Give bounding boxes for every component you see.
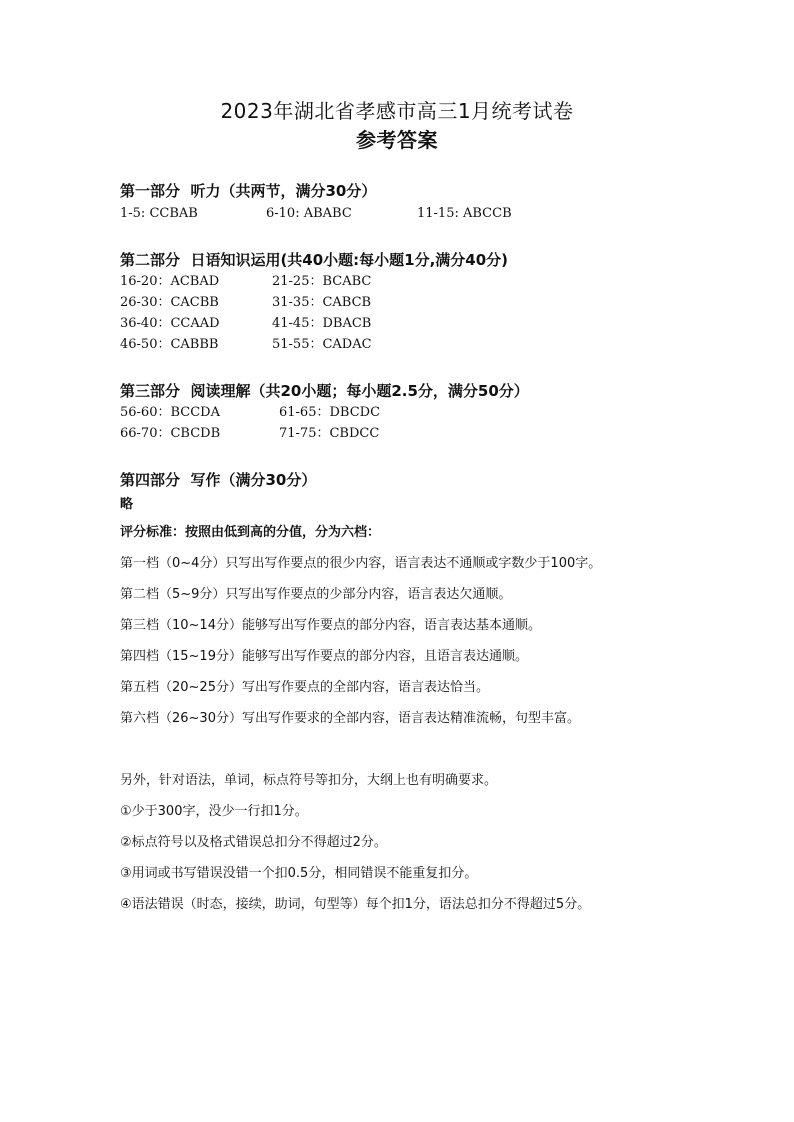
- document-title: 2023年湖北省孝感市高三1月统考试卷: [220, 99, 574, 123]
- part2-answer: 31-35：CABCB: [272, 295, 372, 310]
- criteria-level: 第二档（5~9分）只写出写作要点的少部分内容，语言表达欠通顺。: [120, 587, 512, 602]
- part2-answer: 21-25：BCABC: [272, 274, 372, 289]
- part1-answer: 1-5: CCBAB: [120, 206, 198, 221]
- part2-answer: 46-50：CABBB: [120, 337, 219, 352]
- part2-answer: 26-30：CACBB: [120, 295, 219, 310]
- part3-answer: 61-65：DBCDC: [279, 405, 381, 420]
- extra-rule: ①少于300字，没少一行扣1分。: [120, 804, 308, 819]
- part2-answer: 36-40：CCAAD: [120, 316, 220, 331]
- part2-answer: 41-45：DBACB: [272, 316, 372, 331]
- part3-heading: 第三部分 阅读理解（共20小题；每小题2.5分，满分50分）: [120, 382, 529, 400]
- extra-rule: ②标点符号以及格式错误总扣分不得超过2分。: [120, 835, 387, 850]
- document-subtitle: 参考答案: [356, 128, 438, 152]
- extra-rule: ④语法错误（时态，接续，助词，句型等）每个扣1分，语法总扣分不得超过5分。: [120, 897, 591, 912]
- part3-answer: 66-70：CBCDB: [120, 426, 221, 441]
- part3-answer: 71-75：CBDCC: [279, 426, 380, 441]
- part4-heading: 第四部分 写作（满分30分）: [120, 471, 317, 489]
- criteria-level: 第六档（26~30分）写出写作要求的全部内容，语言表达精准流畅，句型丰富。: [120, 711, 580, 726]
- criteria-level: 第四档（15~19分）能够写出写作要点的部分内容，且语言表达通顺。: [120, 649, 528, 664]
- part1-answer: 6-10: ABABC: [266, 206, 352, 221]
- part3-answer: 56-60：BCCDA: [120, 405, 220, 420]
- part1-answer: 11-15: ABCCB: [417, 206, 512, 221]
- criteria-title: 评分标准：按照由低到高的分值，分为六档：: [120, 525, 381, 540]
- part1-heading: 第一部分 听力（共两节，满分30分）: [120, 182, 377, 200]
- criteria-level: 第五档（20~25分）写出写作要点的全部内容，语言表达恰当。: [120, 680, 489, 695]
- part2-answer: 16-20：ACBAD: [120, 274, 220, 289]
- extra-intro: 另外，针对语法，单词，标点符号等扣分，大纲上也有明确要求。: [120, 773, 498, 788]
- criteria-level: 第一档（0~4分）只写出写作要点的很少内容，语言表达不通顺或字数少于100字。: [120, 556, 602, 571]
- criteria-level: 第三档（10~14分）能够写出写作要点的部分内容，语言表达基本通顺。: [120, 618, 541, 633]
- part2-answer: 51-55：CADAC: [272, 337, 372, 352]
- part2-heading: 第二部分 日语知识运用(共40小题:每小题1分,满分40分): [120, 251, 509, 269]
- part4-brief: 略: [120, 497, 134, 512]
- extra-rule: ③用词或书写错误没错一个扣0.5分，相同错误不能重复扣分。: [120, 866, 478, 881]
